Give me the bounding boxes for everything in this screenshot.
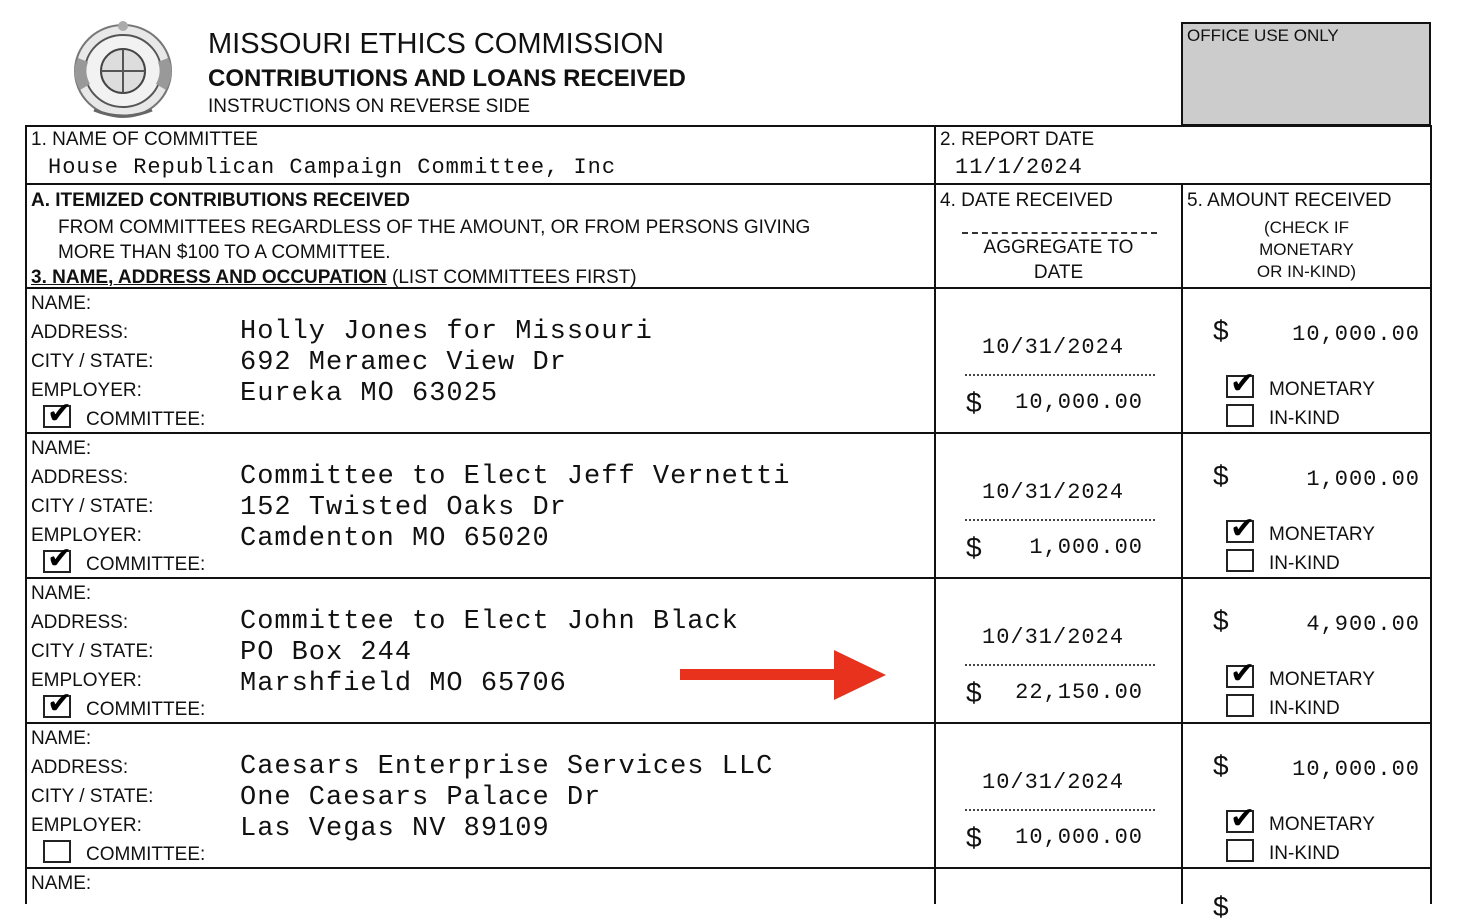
monetary-label: MONETARY bbox=[1269, 379, 1375, 400]
in-kind-label: IN-KIND bbox=[1269, 843, 1340, 864]
grid-line bbox=[25, 287, 1432, 289]
dollar-sign: $ bbox=[966, 677, 982, 708]
employer-label: EMPLOYER: bbox=[31, 815, 142, 836]
contributor-city-state: Las Vegas NV 89109 bbox=[240, 814, 550, 844]
city-state-label: CITY / STATE: bbox=[31, 496, 154, 517]
contributor-address: PO Box 244 bbox=[240, 638, 413, 668]
contributor-name: Committee to Elect Jeff Vernetti bbox=[240, 462, 791, 492]
amount-received: 10,000.00 bbox=[1292, 322, 1420, 347]
date-received: 10/31/2024 bbox=[982, 480, 1125, 505]
report-date-value: 11/1/2024 bbox=[955, 155, 1083, 180]
page-title: MISSOURI ETHICS COMMISSION bbox=[208, 28, 664, 60]
checkmark-icon: ✔ bbox=[47, 686, 73, 721]
dollar-sign: $ bbox=[966, 532, 982, 563]
date-received: 10/31/2024 bbox=[982, 625, 1125, 650]
committee-label: COMMITTEE: bbox=[86, 699, 206, 720]
dotted-divider bbox=[965, 519, 1155, 521]
item-3-bold: 3. NAME, ADDRESS AND OCCUPATION bbox=[31, 267, 387, 287]
section-a-title: A. ITEMIZED CONTRIBUTIONS RECEIVED bbox=[31, 190, 410, 211]
red-arrow-right-icon bbox=[678, 648, 888, 702]
name-label: NAME: bbox=[31, 873, 92, 894]
office-use-box bbox=[1181, 22, 1431, 126]
committee-checkbox[interactable] bbox=[43, 396, 73, 431]
dollar-sign: $ bbox=[966, 822, 982, 853]
item-3-rest: (LIST COMMITTEES FIRST) bbox=[386, 267, 637, 287]
contributor-city-state: Camdenton MO 65020 bbox=[240, 524, 550, 554]
name-label: NAME: bbox=[31, 583, 92, 604]
dash-divider bbox=[962, 232, 1157, 234]
contributor-city-state: Eureka MO 63025 bbox=[240, 379, 499, 409]
address-label: ADDRESS: bbox=[31, 322, 129, 343]
committee-checkbox[interactable] bbox=[43, 840, 71, 863]
checkmark-icon: ✔ bbox=[1230, 366, 1256, 401]
in-kind-checkbox[interactable] bbox=[1226, 549, 1254, 572]
contributor-name: Committee to Elect John Black bbox=[240, 607, 739, 637]
dollar-sign: $ bbox=[1213, 460, 1229, 491]
committee-label: COMMITTEE: bbox=[86, 554, 206, 575]
aggregate-amount: 10,000.00 bbox=[1015, 825, 1143, 850]
grid-line bbox=[1181, 183, 1183, 904]
committee-name-value: House Republican Campaign Committee, Inc bbox=[48, 155, 617, 180]
grid-line bbox=[25, 867, 1432, 869]
aggregate-amount: 22,150.00 bbox=[1015, 680, 1143, 705]
amount-sub-2: MONETARY bbox=[1259, 240, 1354, 259]
office-use-label: OFFICE USE ONLY bbox=[1187, 26, 1339, 45]
dotted-divider bbox=[965, 809, 1155, 811]
grid-line bbox=[25, 125, 27, 904]
contributor-name: Caesars Enterprise Services LLC bbox=[240, 752, 774, 782]
dollar-sign: $ bbox=[1213, 891, 1229, 922]
date-received: 10/31/2024 bbox=[982, 770, 1125, 795]
checkmark-icon: ✔ bbox=[1230, 511, 1256, 546]
form-subtitle: CONTRIBUTIONS AND LOANS RECEIVED bbox=[208, 65, 686, 92]
section-a-desc-1: FROM COMMITTEES REGARDLESS OF THE AMOUNT, OR FROM PERSONS GIVING bbox=[58, 217, 811, 238]
grid-line bbox=[25, 432, 1432, 434]
checkmark-icon: ✔ bbox=[47, 396, 73, 431]
committee-checkbox[interactable] bbox=[43, 541, 73, 576]
grid-line bbox=[25, 183, 1432, 185]
amount-sub-1: (CHECK IF bbox=[1264, 218, 1349, 237]
aggregate-label-2: DATE bbox=[1033, 262, 1084, 283]
contributor-address: 152 Twisted Oaks Dr bbox=[240, 493, 567, 523]
grid-line bbox=[25, 722, 1432, 724]
employer-label: EMPLOYER: bbox=[31, 525, 142, 546]
amount-received-label: 5. AMOUNT RECEIVED bbox=[1187, 190, 1392, 211]
in-kind-label: IN-KIND bbox=[1269, 698, 1340, 719]
missouri-seal-icon bbox=[64, 18, 182, 120]
dollar-sign: $ bbox=[966, 387, 982, 418]
name-label: NAME: bbox=[31, 293, 92, 314]
date-received-label: 4. DATE RECEIVED bbox=[940, 190, 1113, 211]
checkmark-icon: ✔ bbox=[47, 541, 73, 576]
amount-received: 4,900.00 bbox=[1306, 612, 1420, 637]
address-label: ADDRESS: bbox=[31, 467, 129, 488]
contributor-address: 692 Meramec View Dr bbox=[240, 348, 567, 378]
address-label: ADDRESS: bbox=[31, 612, 129, 633]
in-kind-checkbox[interactable] bbox=[1226, 694, 1254, 717]
date-received: 10/31/2024 bbox=[982, 335, 1125, 360]
committee-label: COMMITTEE: bbox=[86, 844, 206, 865]
aggregate-label-1: AGGREGATE TO bbox=[983, 237, 1134, 258]
dotted-divider bbox=[965, 664, 1155, 666]
monetary-label: MONETARY bbox=[1269, 814, 1375, 835]
amount-received: 1,000.00 bbox=[1306, 467, 1420, 492]
dollar-sign: $ bbox=[1213, 750, 1229, 781]
committee-checkbox[interactable] bbox=[43, 686, 73, 721]
in-kind-checkbox[interactable] bbox=[1226, 404, 1254, 427]
in-kind-checkbox[interactable] bbox=[1226, 839, 1254, 862]
section-a-desc-2: MORE THAN $100 TO A COMMITTEE. bbox=[58, 242, 391, 263]
name-label: NAME: bbox=[31, 728, 92, 749]
contributor-address: One Caesars Palace Dr bbox=[240, 783, 602, 813]
committee-label: COMMITTEE: bbox=[86, 409, 206, 430]
city-state-label: CITY / STATE: bbox=[31, 786, 154, 807]
grid-line bbox=[1430, 125, 1432, 904]
item-3-heading bbox=[31, 267, 931, 287]
aggregate-amount: 1,000.00 bbox=[1029, 535, 1143, 560]
employer-label: EMPLOYER: bbox=[31, 670, 142, 691]
dollar-sign: $ bbox=[1213, 605, 1229, 636]
name-label: NAME: bbox=[31, 438, 92, 459]
dotted-divider bbox=[965, 374, 1155, 376]
monetary-label: MONETARY bbox=[1269, 669, 1375, 690]
city-state-label: CITY / STATE: bbox=[31, 351, 154, 372]
grid-line bbox=[25, 125, 1432, 127]
contributor-city-state: Marshfield MO 65706 bbox=[240, 669, 567, 699]
report-date-label: 2. REPORT DATE bbox=[940, 129, 1095, 150]
committee-name-label: 1. NAME OF COMMITTEE bbox=[31, 129, 258, 150]
contributor-name: Holly Jones for Missouri bbox=[240, 317, 653, 347]
monetary-checkbox[interactable] bbox=[1226, 656, 1256, 691]
in-kind-label: IN-KIND bbox=[1269, 408, 1340, 429]
checkmark-icon: ✔ bbox=[1230, 801, 1256, 836]
address-label: ADDRESS: bbox=[31, 757, 129, 778]
amount-sub-3: OR IN-KIND) bbox=[1256, 262, 1357, 281]
monetary-checkbox[interactable] bbox=[1226, 801, 1256, 836]
employer-label: EMPLOYER: bbox=[31, 380, 142, 401]
in-kind-label: IN-KIND bbox=[1269, 553, 1340, 574]
amount-received: 10,000.00 bbox=[1292, 757, 1420, 782]
checkmark-icon: ✔ bbox=[1230, 656, 1256, 691]
monetary-checkbox[interactable] bbox=[1226, 511, 1256, 546]
city-state-label: CITY / STATE: bbox=[31, 641, 154, 662]
dollar-sign: $ bbox=[1213, 315, 1229, 346]
grid-line bbox=[25, 577, 1432, 579]
monetary-label: MONETARY bbox=[1269, 524, 1375, 545]
monetary-checkbox[interactable] bbox=[1226, 366, 1256, 401]
instructions-note: INSTRUCTIONS ON REVERSE SIDE bbox=[208, 96, 530, 117]
aggregate-amount: 10,000.00 bbox=[1015, 390, 1143, 415]
